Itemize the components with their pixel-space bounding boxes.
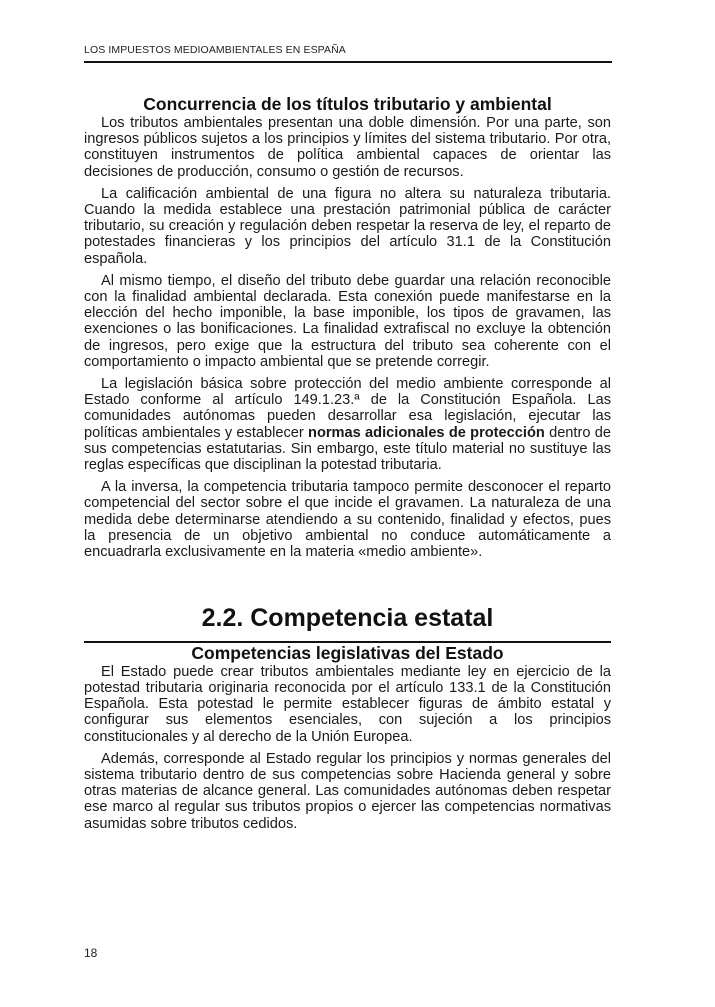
subsection-title-concurrencia: Concurrencia de los títulos tributario y ambiental (143, 94, 552, 114)
paragraph-text: La legislación básica sobre protección del medio ambiente corresponde al Estado conforme al artículo 149.1.23.ª de la Constitución Española. Las comunidades autónomas pueden desarrollar esa legislación, ejecutar las políticas ambientales y establecer (84, 376, 611, 441)
paragraph: Al mismo tiempo, el diseño del tributo debe guardar una relación reconocible con la finalidad ambiental declarada. Esta conexión puede manifestarse en la elección del hecho imponible, la base imponible, los tipos de gravamen, las exenciones o las bonificaciones. La finalidad extrafiscal no excluye la obtención de ingresos, pero exige que la estructura del tributo sea coherente con el comportamiento o impacto ambiental que se pretende corregir. (84, 272, 611, 370)
paragraph: A la inversa, la competencia tributaria tampoco permite desconocer el reparto competencial del sector sobre el que incide el gravamen. La naturaleza de una medida debe determinarse atendiendo a su contenido, finalidad y efectos, pues la presencia de un objetivo ambiental no conduce automáticamente a encuadrarla exclusivamente en la materia «medio ambiente». (84, 479, 611, 561)
paragraph: La calificación ambiental de una figura no altera su naturaleza tributaria. Cuando la medida establece una prestación patrimonial pública de carácter tributario, su creación y regulación deben respetar la reserva de ley, el reparto de potestades financieras y los principios del artículo 31.1 de la Constitución española. (84, 185, 611, 267)
header-rule (84, 61, 612, 63)
page-number: 18 (84, 946, 98, 960)
page-content (84, 94, 611, 838)
section-title: 2.2. Competencia estatal (201, 604, 494, 633)
paragraph: Además, corresponde al Estado regular los principios y normas generales del sistema tributario dentro de sus competencias sobre Hacienda general y sobre otras materias de alcance general. Las comunidades autónomas deben respetar ese marco al regular sus tributos propios o ejercer las competencias normativas asumidas sobre tributos cedidos. (84, 750, 611, 832)
paragraph-text: dentro de sus competencias estatutarias. Sin embargo, este título material no sustituye las reglas específicas que disciplinan la potestad tributaria. (84, 424, 611, 474)
paragraph: Los tributos ambientales presentan una doble dimensión. Por una parte, son ingresos públicos sujetos a los principios y límites del sistema tributario. Por otra, constituyen instrumentos de política ambiental capaces de orientar las decisiones de producción, consumo o gestión de recursos. (84, 115, 611, 180)
paragraph (84, 376, 611, 473)
running-header: LOS IMPUESTOS MEDIOAMBIENTALES EN ESPAÑA (84, 44, 346, 56)
subsection-title-competencias: Competencias legislativas del Estado (191, 642, 504, 663)
paragraph: El Estado puede crear tributos ambientales mediante ley en ejercicio de la potestad tributaria originaria reconocida por el artículo 133.1 de la Constitución Española. Esta potestad le permite establecer figuras de ámbito estatal y configurar sus elementos esenciales, con sujeción a los principios constitucionales y al derecho de la Unión Europea. (84, 663, 611, 745)
bold-phrase: normas adicionales de protección (308, 424, 545, 441)
